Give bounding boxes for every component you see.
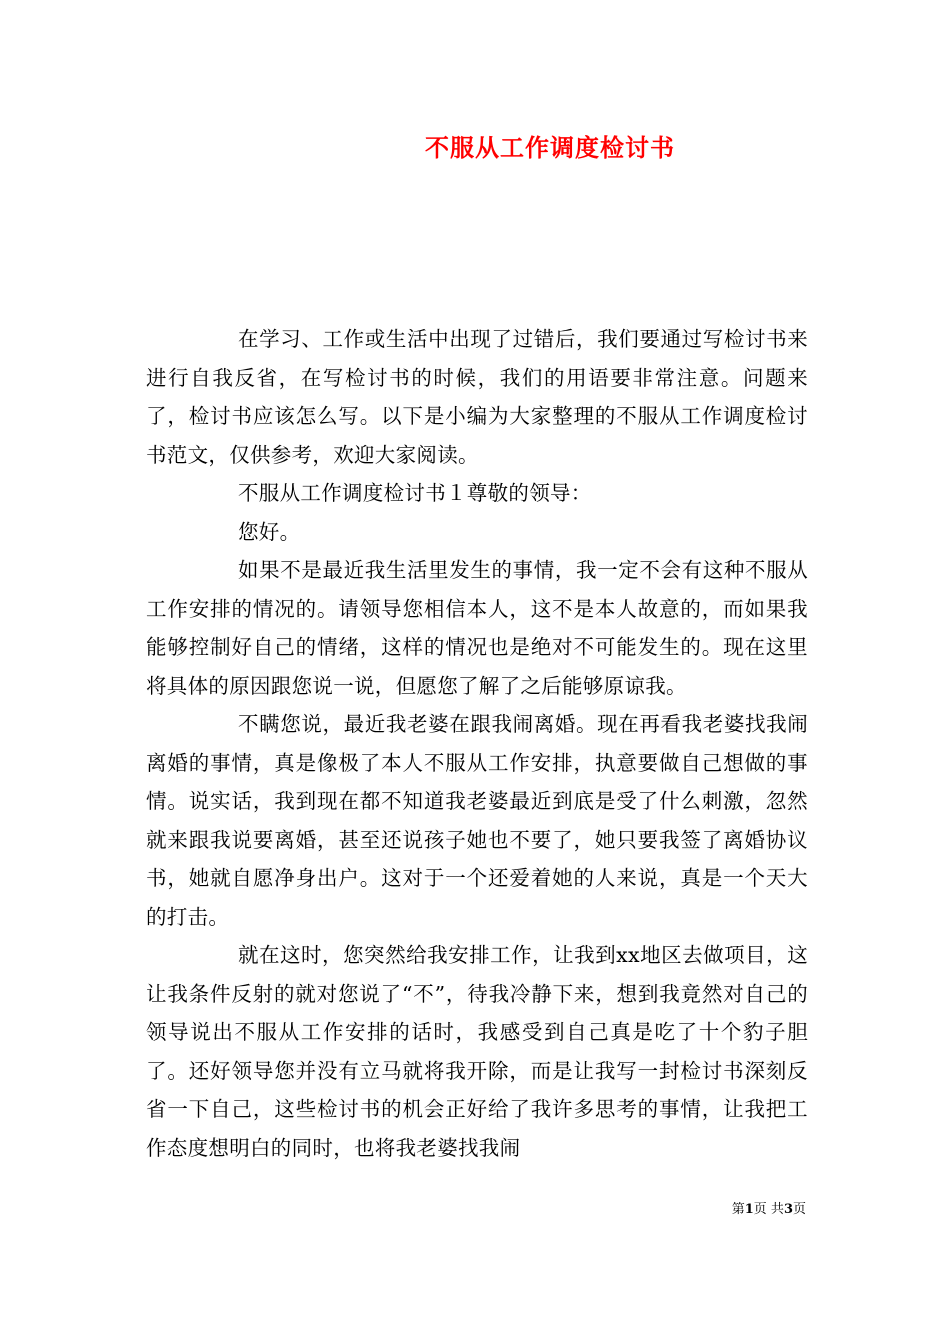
footer-suffix: 页: [792, 1202, 806, 1217]
document-body: [146, 320, 808, 1167]
paragraph-body-3: 就在这时，您突然给我安排工作，让我到xx地区去做项目，这让我条件反射的就对您说了“不”，待我冷静下来，想到我竟然对自己的领导说出不服从工作安排的话时，我感受到自己真是吃了十个豹子胆了。还好领导您并没有立马就将我开除，而是让我写一封检讨书深刻反省一下自己，这些检讨书的机会正好给了我许多思考的事情，让我把工作态度想明白的同时，也将我老婆找我闹: [146, 943, 808, 1160]
paragraph-intro: 在学习、工作或生活中出现了过错后，我们要通过写检讨书来进行自我反省，在写检讨书的时候，我们的用语要非常注意。问题来了，检讨书应该怎么写。以下是小编为大家整理的不服从工作调度检讨书范文，仅供参考，欢迎大家阅读。: [146, 327, 808, 467]
footer-total-pages: 3: [783, 1202, 793, 1217]
paragraph-body-1: 如果不是最近我生活里发生的事情，我一定不会有这种不服从工作安排的情况的。请领导您相信本人，这不是本人故意的，而如果我能够控制好自己的情绪，这样的情况也是绝对不可能发生的。现在这里将具体的原因跟您说一说，但愿您了解了之后能够原谅我。: [146, 558, 808, 698]
document-title: 不服从工作调度检讨书: [425, 133, 675, 162]
footer-prefix: 第: [731, 1202, 745, 1217]
footer-middle: 页 共: [753, 1202, 784, 1217]
paragraph-body-2: 不瞒您说，最近我老婆在跟我闹离婚。现在再看我老婆找我闹离婚的事情，真是像极了本人不服从工作安排，执意要做自己想做的事情。说实话，我到现在都不知道我老婆最近到底是受了什么刺激，忽然就来跟我说要离婚，甚至还说孩子她也不要了，她只要我签了离婚协议书，她就自愿净身出户。这对于一个还爱着她的人来说，真是一个天大的打击。: [146, 712, 808, 929]
page-footer: [732, 1201, 806, 1219]
paragraph-heading: 不服从工作调度检讨书１尊敬的领导：: [238, 481, 592, 505]
paragraph-greeting: 您好。: [238, 519, 301, 544]
footer-current-page: 1: [744, 1202, 754, 1217]
